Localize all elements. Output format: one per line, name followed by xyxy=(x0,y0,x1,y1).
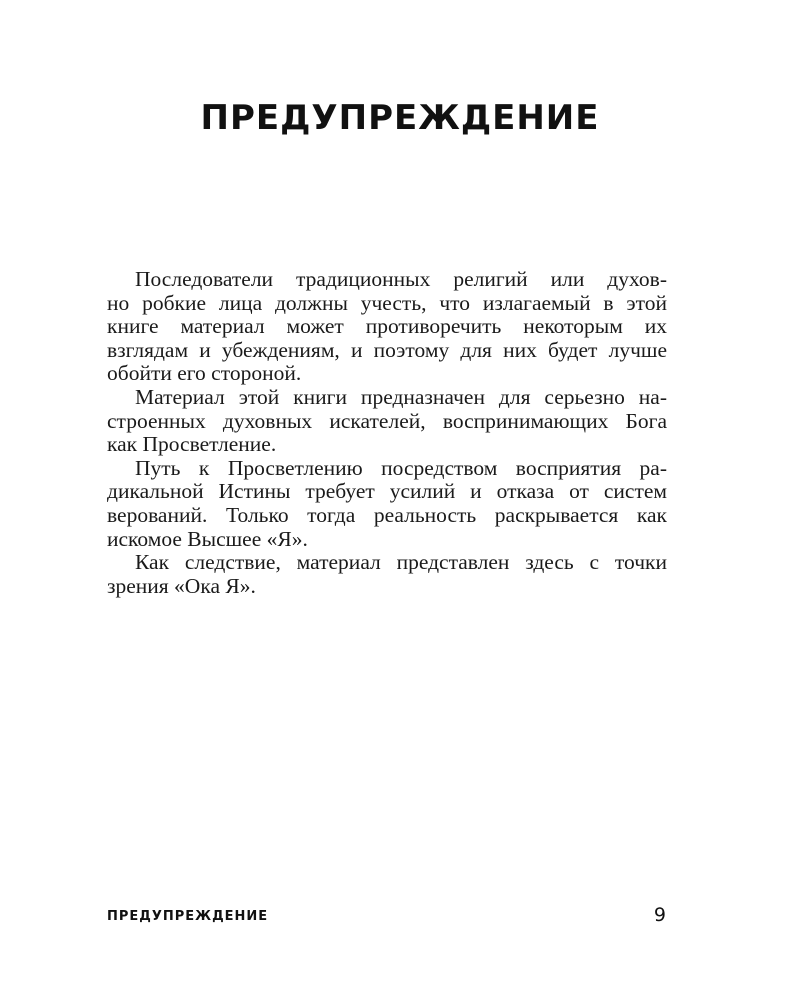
paragraph-3-line-2: дикальной Истины требует усилий и отказа от систем xyxy=(107,479,667,504)
paragraph-2-line-2: строенных духовных искателей, воспринимающих Бога xyxy=(107,408,667,433)
paragraph-1-line-1: Последователи традиционных религий или духов- xyxy=(135,267,667,291)
paragraph-4-line-1: Как следствие, материал представлен здесь с точки xyxy=(135,550,667,575)
paragraph-3-line-1: Путь к Просветлению посредством восприятия ра- xyxy=(135,455,667,480)
page-title: ПРЕДУПРЕЖДЕНИЕ xyxy=(200,98,600,138)
paragraph-1-line-4: взглядам и убеждениям, и поэтому для них будет лучше xyxy=(107,337,667,362)
running-footer-title: ПРЕДУПРЕЖДЕНИЕ xyxy=(107,909,269,924)
paragraph-2-line-1: Материал этой книги предназначен для серьезно на- xyxy=(135,384,667,409)
body-text xyxy=(107,268,667,598)
paragraph-1-line-2: но робкие лица должны учесть, что излагаемый в этой xyxy=(107,290,667,315)
paragraph-3-line-4: искомое Высшее «Я». xyxy=(107,526,308,551)
paragraph-2-line-3: как Просветление. xyxy=(107,432,277,457)
paragraph-1-line-3: книге материал может противоречить некоторым их xyxy=(107,314,667,339)
paragraph-4-line-2: зрения «Ока Я». xyxy=(107,573,256,598)
paragraph-1-line-5: обойти его стороной. xyxy=(107,361,302,386)
paragraph-3-line-3: верований. Только тогда реальность раскрывается как xyxy=(107,502,667,527)
page-number: 9 xyxy=(653,904,666,926)
